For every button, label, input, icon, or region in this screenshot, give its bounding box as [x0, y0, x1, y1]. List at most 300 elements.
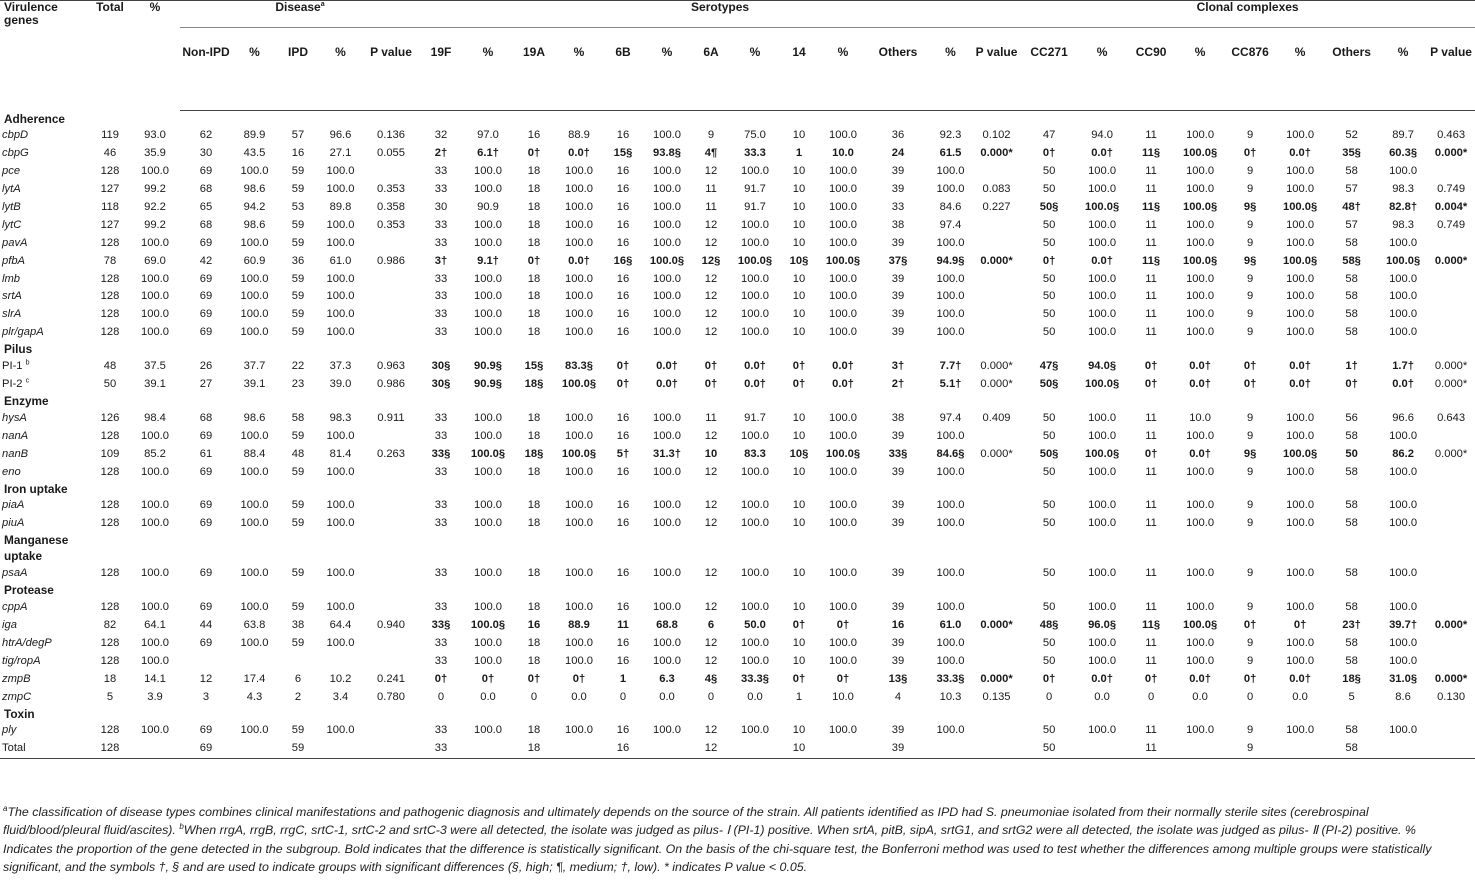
category-row — [0, 583, 1475, 599]
table-cell: 18 — [527, 290, 541, 303]
table-cell: 16 — [291, 147, 305, 160]
table-cell: 0.000* — [1434, 147, 1468, 160]
table-cell: 39 — [891, 236, 905, 249]
table-cell: 100.0 — [936, 326, 965, 339]
table-cell: 18 — [527, 499, 541, 512]
category-row — [0, 706, 1475, 722]
table-cell: 100.0 — [829, 308, 857, 321]
table-cell: 100.0 — [565, 326, 593, 339]
table-cell: 9 — [707, 129, 715, 142]
gene-sup: c — [25, 377, 30, 385]
table-cell: 0.0 — [480, 690, 496, 703]
category-label: Toxin — [4, 706, 35, 721]
table-cell: 100.0 — [936, 654, 965, 667]
table-cell — [362, 163, 420, 181]
table-cell: 0 — [619, 690, 627, 703]
table-cell: 100.0 — [1286, 272, 1315, 285]
table-cell: 100.0 — [1389, 165, 1418, 178]
table-cell: 0† — [1042, 672, 1056, 685]
table-cell: 33 — [434, 411, 448, 424]
table-cell: 60.9 — [243, 254, 266, 267]
table-cell: 100.0 — [741, 567, 769, 580]
table-cell: 18 — [527, 601, 541, 614]
table-cell: 58 — [1345, 165, 1358, 178]
table-cell: 12 — [704, 165, 718, 178]
gene-name: psaA — [2, 567, 28, 580]
table-cell: 59 — [291, 218, 305, 231]
table-cell: 97.4 — [939, 411, 962, 424]
table-cell: 9 — [1246, 236, 1254, 249]
table-cell: 10 — [792, 724, 806, 737]
category-row — [0, 549, 1475, 565]
gene-name: cbpG — [2, 147, 29, 160]
table-cell: 39 — [891, 290, 905, 303]
table-cell: 100.0 — [653, 183, 681, 196]
table-cell: 9 — [1246, 129, 1254, 142]
table-cell: 0.0 — [571, 690, 587, 703]
table-cell: 100.0 — [141, 567, 169, 580]
gene-name: plr/gapA — [2, 326, 44, 339]
table-cell: 50 — [1042, 290, 1056, 303]
table-cell: 0 — [1147, 690, 1155, 703]
gene-name: PI-2 — [2, 378, 23, 391]
table-cell: 100.0§ — [1182, 201, 1218, 213]
table-cell: 100.0 — [474, 465, 502, 478]
table-cell: 128 — [100, 429, 120, 442]
table-cell: 0.102 — [982, 129, 1011, 142]
table-cell: 100.0§ — [1282, 447, 1318, 460]
subheader-cell: % — [1078, 28, 1126, 111]
table-cell: 18 — [527, 236, 541, 249]
table-cell: 0.0† — [832, 360, 854, 373]
table-row — [0, 127, 1475, 145]
table-cell: 50 — [1042, 236, 1056, 249]
table-cell: 100.0§ — [470, 447, 506, 460]
table-cell: 10§ — [789, 447, 809, 460]
table-cell: 0† — [1144, 378, 1158, 391]
table-cell: 100.0 — [326, 183, 355, 196]
gene-cell — [0, 445, 90, 463]
table-cell: 48§ — [1039, 619, 1059, 632]
table-cell: 33 — [434, 236, 448, 249]
table-cell: 100.0 — [474, 567, 502, 580]
table-row — [0, 270, 1475, 288]
table-cell — [973, 270, 1020, 288]
table-cell: 100.0 — [1088, 465, 1117, 478]
table-cell: 2† — [891, 378, 905, 391]
table-row — [0, 306, 1475, 324]
gene-cell — [0, 234, 90, 252]
table-cell: 75.0 — [744, 129, 766, 142]
table-cell — [973, 288, 1020, 306]
table-cell: 100.0 — [653, 218, 681, 231]
table-cell: 100.0 — [240, 308, 269, 321]
subheader-cell: 6B — [604, 28, 642, 111]
table-cell: 64.1 — [144, 619, 166, 632]
table-cell: 11 — [1145, 165, 1157, 178]
table-row — [0, 199, 1475, 217]
table-cell: 39.0 — [329, 378, 352, 391]
table-cell: 3 — [202, 690, 210, 703]
table-cell: 30 — [434, 201, 448, 213]
table-cell: 88.4 — [243, 447, 266, 460]
table-cell: 16 — [616, 308, 630, 321]
table-cell: 69 — [199, 429, 213, 442]
gene-cell — [0, 463, 90, 481]
table-cell: 9 — [1246, 567, 1254, 580]
table-cell: 94.0 — [1091, 129, 1113, 142]
table-cell: 59 — [291, 326, 305, 339]
table-cell: 18 — [527, 636, 541, 649]
gene-cell — [0, 722, 90, 740]
table-cell: 100.0 — [1186, 724, 1215, 737]
table-cell: 38 — [291, 619, 305, 632]
table-cell: 100.0 — [653, 429, 681, 442]
table-cell: 90.9§ — [474, 378, 502, 391]
table-cell: 100.0 — [741, 654, 769, 667]
table-cell: 100.0 — [653, 654, 681, 667]
table-cell: 0.643 — [1437, 411, 1466, 424]
table-cell: 94.9§ — [936, 254, 965, 267]
table-cell: 118 — [101, 201, 119, 213]
table-cell: 58 — [1345, 601, 1358, 614]
table-cell: 0.353 — [377, 218, 405, 231]
table-row — [0, 376, 1475, 394]
table-cell: 58 — [1345, 236, 1358, 249]
table-cell: 6 — [707, 619, 715, 632]
table-cell: 2† — [434, 147, 448, 160]
table-cell: 50§ — [1039, 201, 1059, 213]
table-cell: 0† — [1144, 447, 1158, 460]
table-cell — [818, 740, 868, 758]
table-cell: 100.0 — [565, 290, 593, 303]
table-cell: 0 — [1045, 690, 1053, 703]
table-cell: 98.3 — [329, 411, 352, 424]
table-cell: 37.3 — [329, 360, 352, 373]
table-cell — [1427, 234, 1475, 252]
table-cell: 98.3 — [1392, 183, 1414, 196]
gene-cell — [0, 358, 90, 376]
table-cell — [1427, 740, 1475, 758]
table-cell: 42 — [199, 254, 213, 267]
gene-name: nanB — [2, 447, 29, 460]
table-cell — [973, 306, 1020, 324]
gene-name: lmb — [2, 272, 21, 285]
subheader-cell: Others — [1324, 28, 1379, 111]
table-cell: 100.0 — [653, 290, 681, 303]
table-cell: 98.6 — [243, 218, 266, 231]
table-cell: 94.0§ — [1088, 360, 1117, 373]
table-cell: 100.0 — [829, 236, 857, 249]
table-cell: 100.0§ — [1084, 201, 1120, 213]
table-cell: 100.0 — [565, 465, 593, 478]
table-cell: 100.0 — [474, 654, 502, 667]
table-cell: 12 — [704, 218, 718, 231]
table-cell: 17.4 — [243, 672, 266, 685]
table-cell: 100.0 — [936, 724, 965, 737]
table-cell: 0.227 — [982, 201, 1011, 213]
table-cell: 100.0 — [565, 183, 593, 196]
table-cell: 37.7 — [243, 360, 266, 373]
table-cell: 5 — [106, 690, 114, 703]
table-cell: 100.0 — [326, 165, 355, 178]
table-cell: 0† — [1293, 619, 1307, 632]
table-cell: 12 — [704, 601, 718, 614]
table-cell: 128 — [100, 236, 120, 249]
table-cell: 0 — [707, 690, 715, 703]
header-disease — [180, 1, 420, 28]
table-cell — [973, 497, 1020, 515]
gene-name: nanA — [2, 429, 29, 442]
subheader-cell: 19A — [514, 28, 554, 111]
table-cell: 10 — [792, 742, 806, 755]
table-cell: 62 — [199, 129, 213, 142]
table-cell: 0† — [481, 672, 495, 685]
footnote-a-text: The classification of disease types combines clinical manifestations and pathogenic diagnosis and ultimately depends on the source of the strain. All patients identified as IPD had S. pneumoniae isolated from their normally sterile sites (cerebrospinal fluid/blood/pleural fluid/ascites). — [3, 805, 1369, 838]
table-cell: 11 — [1145, 129, 1157, 142]
table-cell: 50 — [1345, 447, 1358, 460]
gene-cell — [0, 252, 90, 270]
table-cell: 100.0 — [565, 429, 593, 442]
table-cell: 100.0 — [653, 308, 681, 321]
table-cell: 0.749 — [1437, 183, 1466, 196]
table-cell: 100.0 — [565, 201, 593, 213]
table-cell: 100.0 — [741, 724, 769, 737]
table-cell: 59 — [291, 601, 305, 614]
gene-cell — [0, 270, 90, 288]
table-cell: 11 — [1145, 411, 1157, 424]
table-cell: 18 — [527, 183, 541, 196]
gene-name: srtA — [2, 290, 22, 303]
table-cell: 100.0 — [741, 272, 769, 285]
table-cell: 100.0 — [829, 411, 857, 424]
table-cell: 0.940 — [377, 619, 405, 632]
table-cell: 11 — [1145, 636, 1157, 649]
table-cell: 100.0 — [829, 724, 857, 737]
table-cell: 89.8 — [329, 201, 352, 213]
table-row — [0, 358, 1475, 376]
table-cell: 0.963 — [377, 360, 405, 373]
table-cell: 69 — [199, 601, 213, 614]
table-cell: 61.0 — [939, 619, 962, 632]
table-row — [0, 497, 1475, 515]
category-label: Iron uptake — [4, 481, 68, 496]
table-cell: 0.241 — [377, 672, 405, 685]
table-cell: 100.0 — [474, 499, 502, 512]
table-cell: 9 — [1246, 601, 1254, 614]
table-cell — [1427, 463, 1475, 481]
table-cell: 59 — [291, 308, 305, 321]
table-cell: 16 — [616, 429, 630, 442]
table-cell: 18 — [527, 201, 541, 213]
table-cell: 46 — [103, 147, 117, 160]
table-cell: 93.8§ — [653, 147, 681, 160]
table-cell: 100.0 — [1389, 308, 1418, 321]
table-cell: 100.0 — [1186, 272, 1215, 285]
table-cell: 100.0 — [829, 499, 857, 512]
table-cell: 10 — [792, 290, 806, 303]
table-cell: 100.0 — [240, 567, 269, 580]
table-cell: 100.0§ — [1182, 254, 1218, 267]
table-cell: 0.0† — [1091, 147, 1113, 160]
table-cell: 69 — [199, 272, 213, 285]
table-cell: 16 — [616, 165, 630, 178]
table-cell — [362, 288, 420, 306]
table-cell: 100.0 — [326, 724, 355, 737]
table-cell: 33.3§ — [936, 672, 965, 685]
table-cell: 33§ — [431, 619, 451, 632]
table-cell: 50 — [1042, 465, 1056, 478]
table-cell — [973, 634, 1020, 652]
category-row — [0, 111, 1475, 128]
table-cell: 0.0† — [1289, 147, 1311, 160]
table-cell: 100.0 — [1088, 290, 1117, 303]
table-cell: 128 — [100, 724, 120, 737]
table-cell: 10.0 — [832, 690, 854, 703]
table-cell: 9 — [1246, 499, 1254, 512]
subheader-cell: CC876 — [1224, 28, 1276, 111]
table-cell: 18§ — [524, 447, 544, 460]
table-cell: 10 — [792, 308, 806, 321]
table-row — [0, 617, 1475, 635]
table-cell: 33 — [434, 517, 448, 530]
table-cell: 50 — [1042, 272, 1056, 285]
table-cell: 100.0 — [936, 183, 965, 196]
table-cell: 100.0 — [141, 290, 169, 303]
table-cell — [232, 740, 277, 758]
table-cell: 0.083 — [982, 183, 1011, 196]
table-cell: 65 — [199, 201, 213, 213]
gene-cell — [0, 652, 90, 670]
table-cell: 39 — [891, 724, 905, 737]
table-cell — [130, 740, 180, 758]
table-cell — [1276, 740, 1324, 758]
table-cell: 61.5 — [939, 147, 962, 160]
table-cell: 100.0 — [936, 601, 965, 614]
gene-cell — [0, 599, 90, 617]
table-cell: 18 — [527, 308, 541, 321]
table-cell: 128 — [100, 517, 120, 530]
subheader-cell: % — [1379, 28, 1427, 111]
table-cell: 100.0 — [653, 517, 681, 530]
table-cell: 33 — [434, 567, 448, 580]
category-row — [0, 342, 1475, 358]
table-cell: 0.0† — [1189, 447, 1211, 460]
table-cell: 100.0 — [1186, 567, 1215, 580]
table-cell: 100.0§ — [561, 447, 597, 460]
table-cell: 27.1 — [329, 147, 352, 160]
table-cell: 59 — [291, 183, 305, 196]
subheader-cell: CC90 — [1126, 28, 1176, 111]
table-cell: 100.0 — [1286, 165, 1315, 178]
table-cell: 59 — [291, 236, 305, 249]
subheader-cell: % — [642, 28, 692, 111]
table-cell: 100.0 — [1088, 517, 1117, 530]
table-cell: 11 — [1145, 465, 1157, 478]
table-cell: 58 — [1345, 499, 1358, 512]
table-cell: 0.0 — [659, 690, 675, 703]
table-cell: 39 — [891, 272, 905, 285]
table-cell: 9 — [1246, 429, 1254, 442]
table-cell: 92.2 — [144, 201, 166, 213]
gene-name: eno — [2, 465, 21, 478]
table-cell: 0.000* — [980, 147, 1013, 160]
table-cell: 86.2 — [1392, 447, 1414, 460]
table-cell: 0.000* — [980, 378, 1013, 391]
table-cell: 33 — [891, 201, 905, 213]
table-cell: 100.0§ — [1282, 254, 1318, 267]
table-cell: 10 — [792, 129, 806, 142]
table-cell: 9 — [1246, 272, 1254, 285]
table-cell: 39 — [891, 165, 905, 178]
table-cell: 18 — [527, 411, 541, 424]
table-cell: 100.0 — [1088, 724, 1117, 737]
table-cell: 39 — [891, 308, 905, 321]
table-cell: 22 — [291, 360, 305, 373]
table-cell: 12 — [704, 517, 718, 530]
table-cell — [1427, 163, 1475, 181]
table-cell: 59 — [291, 165, 305, 178]
table-cell — [277, 652, 319, 670]
table-cell: 100.0 — [936, 165, 965, 178]
table-cell: 33 — [434, 326, 448, 339]
table-cell: 100.0 — [741, 165, 769, 178]
table-cell: 100.0 — [1088, 567, 1117, 580]
table-cell: 100.0 — [565, 272, 593, 285]
table-cell: 11§ — [1142, 201, 1161, 213]
table-cell: 50.0 — [744, 619, 766, 632]
table-cell: 1† — [1345, 360, 1358, 373]
table-cell: 100.0 — [653, 465, 681, 478]
table-cell: 100.0 — [1389, 465, 1418, 478]
table-cell: 100.0 — [1389, 636, 1418, 649]
table-cell: 61.0 — [329, 254, 352, 267]
table-cell: 81.4 — [329, 447, 352, 460]
table-cell: 100.0 — [326, 465, 355, 478]
table-cell: 91.7 — [744, 183, 766, 196]
total-row — [0, 740, 1475, 758]
table-cell: 50 — [1042, 411, 1056, 424]
table-cell: 100.0 — [741, 326, 769, 339]
table-cell: 59 — [291, 429, 305, 442]
table-cell: 18 — [527, 742, 541, 755]
table-cell: 100.0 — [474, 724, 502, 737]
table-cell: 12 — [704, 290, 718, 303]
table-cell: 10.0 — [1189, 411, 1211, 424]
table-cell: 100.0 — [653, 567, 681, 580]
table-cell: 30 — [199, 147, 213, 160]
table-cell: 100.0 — [1186, 236, 1215, 249]
table-cell: 3† — [434, 254, 448, 267]
table-cell: 0.358 — [377, 201, 405, 213]
table-cell: 11 — [1145, 429, 1157, 442]
table-cell — [973, 463, 1020, 481]
table-cell: 100.0 — [565, 218, 593, 231]
table-cell: 100.0 — [741, 218, 769, 231]
table-cell: 11 — [1145, 290, 1157, 303]
table-cell: 12 — [704, 272, 718, 285]
table-cell: 93.0 — [144, 129, 166, 142]
table-cell: 39 — [891, 183, 905, 196]
table-cell: 12 — [704, 236, 718, 249]
table-cell: 0.000* — [980, 619, 1013, 632]
gene-name: piaA — [2, 499, 25, 512]
table-cell: 39 — [891, 601, 905, 614]
table-cell: 9.1† — [477, 254, 499, 267]
table-cell: 100.0 — [141, 499, 169, 512]
table-cell: 50 — [1042, 567, 1056, 580]
table-cell: 33 — [434, 429, 448, 442]
